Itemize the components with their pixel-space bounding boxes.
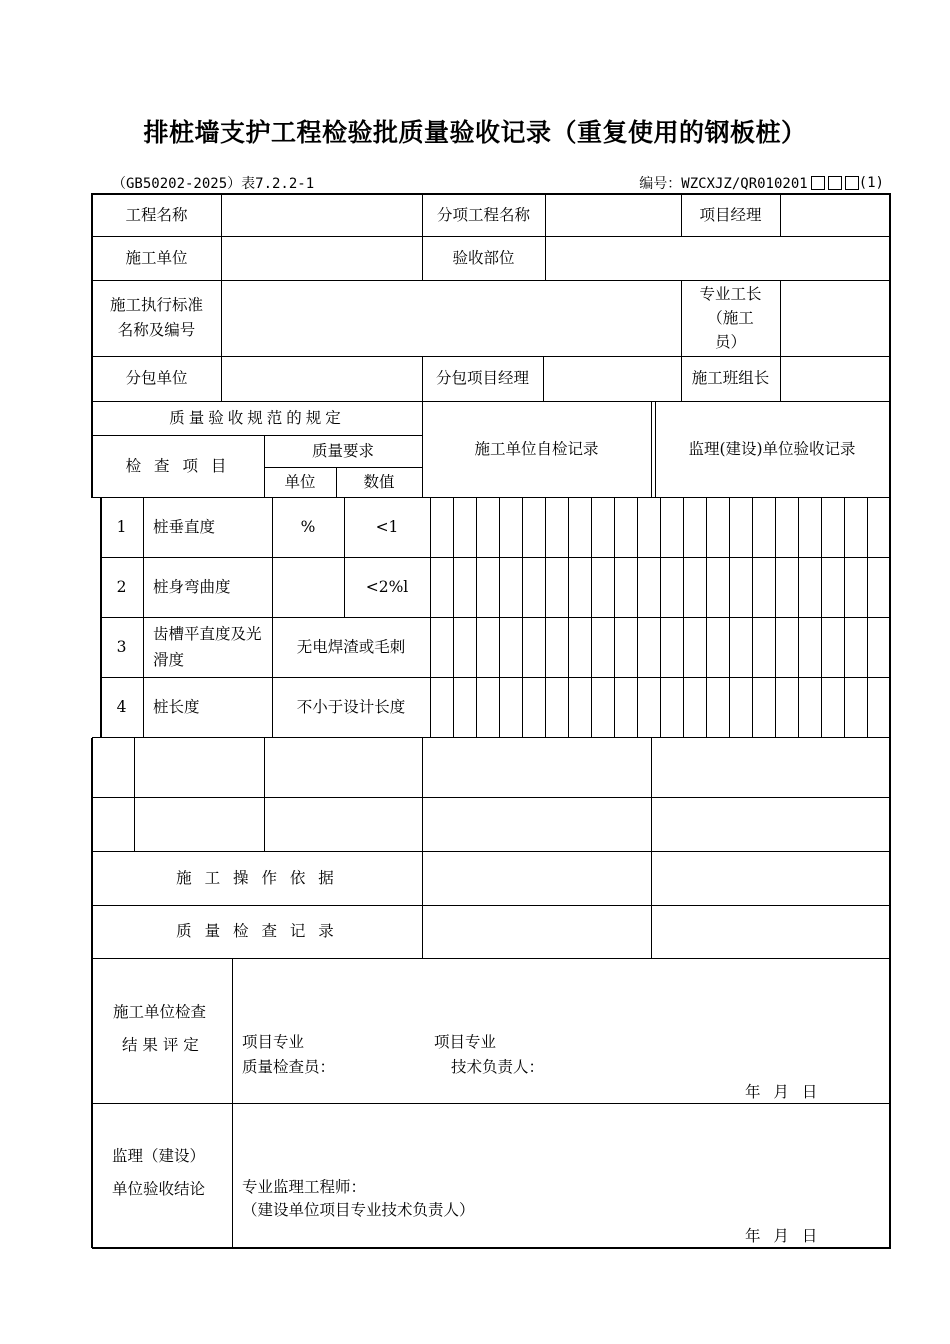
code-box-3 — [845, 176, 859, 190]
standard-name-field[interactable] — [221, 280, 681, 356]
code-box-1 — [811, 176, 825, 190]
foreman-field[interactable] — [780, 280, 889, 356]
standard-name-label — [92, 290, 221, 346]
value-header: 数值 — [363, 472, 395, 491]
unit-header: 单位 — [284, 472, 316, 491]
result-label-line-2: 结 果 评 定 — [122, 1036, 199, 1054]
team-leader-label: 施工班组长 — [691, 369, 770, 388]
quality-record-label: 质 量 检 查 记 录 — [176, 922, 338, 941]
sub-project-name-field[interactable] — [545, 193, 681, 237]
check-item-header: 检 查 项 目 — [125, 456, 231, 475]
item-name: 齿槽平直度及光滑度 — [153, 624, 262, 669]
item-requirement: 不小于设计长度 — [296, 697, 406, 716]
result-label-line-1: 施工单位检查 — [113, 1003, 207, 1021]
project-manager-label: 项目经理 — [699, 205, 762, 224]
quality-req-header: 质量要求 — [311, 441, 374, 460]
conclusion-label-line-2: 单位验收结论 — [112, 1180, 206, 1198]
standard-name-line-2: 名称及编号 — [117, 321, 196, 339]
subcontractor-field[interactable] — [221, 356, 422, 401]
item-no: 2 — [116, 577, 127, 596]
record-code — [639, 173, 884, 193]
acceptance-part-field[interactable] — [545, 236, 889, 280]
conclusion-date: 年 月 日 — [745, 1227, 818, 1245]
quality-inspector-label: 质量检查员： — [242, 1058, 336, 1076]
foreman-line-2: （施工 — [707, 309, 754, 327]
code-box-2 — [828, 176, 842, 190]
project-name-label: 工程名称 — [125, 205, 188, 224]
sub-pm-field[interactable] — [543, 356, 681, 401]
project-name-field[interactable] — [221, 193, 422, 237]
result-date: 年 月 日 — [745, 1083, 818, 1101]
owner-tech-lead-label: （建设单位项目专业技术负责人） — [242, 1201, 475, 1219]
item-no: 1 — [116, 517, 127, 536]
project-pro-label-1: 项目专业 — [242, 1033, 305, 1051]
item-name: 桩身弯曲度 — [153, 577, 231, 596]
foreman-label — [681, 282, 780, 354]
sub-project-name-label: 分项工程名称 — [436, 205, 530, 224]
page-title: 排桩墙支护工程检验批质量验收记录（重复使用的钢板桩） — [143, 118, 807, 147]
item-requirement: 无电焊渣或毛刺 — [296, 637, 406, 656]
item-no: 4 — [116, 697, 127, 716]
conclusion-label-line-1: 监理（建设） — [112, 1147, 206, 1165]
self-check-header: 施工单位自检记录 — [474, 439, 599, 458]
foreman-line-3: 员） — [714, 333, 746, 352]
operation-basis-label: 施 工 操 作 依 据 — [176, 868, 338, 887]
construction-unit-field[interactable] — [221, 236, 422, 280]
item-value: <1 — [375, 517, 399, 536]
tech-lead-label: 技术负责人： — [451, 1058, 545, 1076]
foreman-line-1: 专业工长 — [699, 284, 762, 303]
record-code-prefix: 编号：WZCXJZ/QR010201 — [639, 176, 808, 192]
project-pro-label-2: 项目专业 — [434, 1033, 497, 1051]
item-name: 桩垂直度 — [153, 517, 216, 536]
subcontractor-label: 分包单位 — [125, 369, 188, 388]
supervisor-engineer-label: 专业监理工程师： — [242, 1178, 367, 1196]
standard-name-line-1: 施工执行标准 — [109, 296, 203, 315]
item-no: 3 — [116, 637, 127, 656]
record-code-suffix: (1) — [858, 175, 884, 191]
spec-header: 质量验收规范的规定 — [169, 408, 345, 427]
acceptance-part-label: 验收部位 — [452, 248, 515, 267]
project-manager-field[interactable] — [780, 193, 889, 237]
item-value: <2%l — [365, 577, 409, 596]
standard-reference: （GB50202-2025）表7.2.2-1 — [112, 176, 315, 192]
team-leader-field[interactable] — [780, 356, 889, 401]
item-name: 桩长度 — [153, 697, 200, 716]
item-unit: % — [300, 517, 316, 536]
sub-pm-label: 分包项目经理 — [435, 369, 529, 388]
item-unit — [272, 557, 344, 617]
supervision-header: 监理(建设)单位验收记录 — [688, 439, 856, 458]
construction-unit-label: 施工单位 — [125, 248, 188, 267]
